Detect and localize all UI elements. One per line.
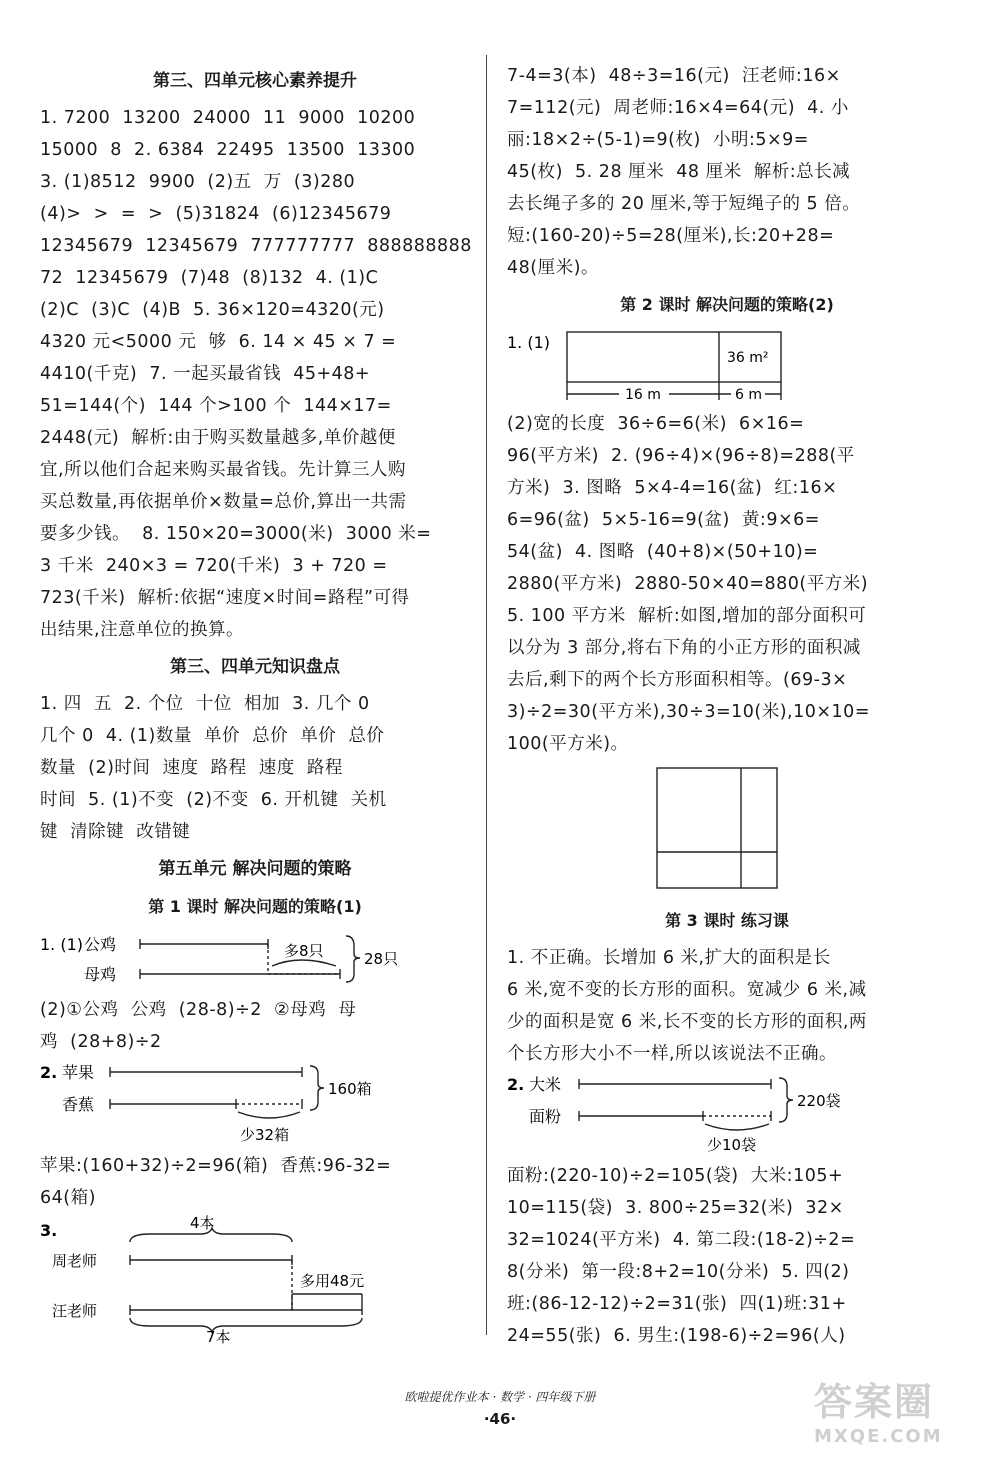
unit-title: 第五单元 解决问题的策略 [158, 859, 352, 879]
label-width2: 6 m [735, 387, 762, 403]
label-banana: 香蕉 [62, 1095, 95, 1114]
text-line: 2880(平方米) 2880-50×40=880(平方米) [507, 574, 869, 594]
text-line: 48(厘米)。 [507, 258, 599, 278]
diagram-prefix: 1. (1) [40, 935, 84, 954]
label-total: 160箱 [328, 1080, 372, 1098]
column-divider [486, 55, 487, 1335]
label-diff: 多8只 [284, 942, 324, 960]
text-line: 3. (1)8512 9900 (2)五 万 (3)280 [40, 172, 356, 192]
segment-lines [140, 936, 360, 982]
section2-body [40, 688, 470, 848]
text-line: 个长方形大小不一样,所以该说法不正确。 [507, 1044, 838, 1064]
diagram-prefix: 2. [40, 1063, 58, 1082]
segment-diagram-chickens [40, 928, 470, 990]
text-line: 12345679 12345679 777777777 888888888 [40, 236, 472, 256]
section-title: 第三、四单元知识盘点 [170, 657, 340, 677]
text-line: 宜,所以他们合起来购买最省钱。先计算三人购 [40, 460, 407, 480]
text-line: 8(分米) 第一段:8+2=10(分米) 5. 四(2) [507, 1262, 850, 1282]
text-line: 100(平方米)。 [507, 734, 629, 754]
label-area: 36 m² [727, 350, 769, 366]
label-hen: 母鸡 [84, 965, 117, 984]
text-line: 4410(千克) 7. 一起买最省钱 45+48+ [40, 364, 371, 384]
segment-diagram-fruit [40, 1058, 470, 1146]
text-line: (2)C (3)C (4)B 5. 36×120=4320(元) [40, 300, 385, 320]
answer-body [40, 994, 470, 1058]
text-line: 去长绳子多的 20 厘米,等于短绳子的 5 倍。 [507, 194, 861, 214]
text-line: 方米) 3. 图略 5×4-4=16(盆) 红:16× [507, 478, 838, 498]
segment-lines [110, 1066, 324, 1118]
lesson-title: 第 1 课时 解决问题的策略(1) [148, 897, 362, 916]
lesson3-body-2 [507, 1160, 947, 1352]
text-line: 1. 四 五 2. 个位 十位 相加 3. 几个 0 [40, 694, 370, 714]
label-rooster: 公鸡 [84, 935, 117, 954]
segment-lines [579, 1078, 793, 1130]
text-line: 2448(元) 解析:由于购买数量越多,单价越便 [40, 428, 396, 448]
text-line: 1. 7200 13200 24000 11 9000 10200 [40, 108, 416, 128]
section-title: 第三、四单元核心素养提升 [153, 71, 357, 91]
text-line: 买总数量,再依据单价×数量=总价,算出一共需 [40, 492, 407, 512]
diagram-prefix: 3. [40, 1221, 58, 1240]
label-total: 220袋 [797, 1092, 841, 1110]
segment-diagram-rice-flour [507, 1070, 947, 1156]
text-line: 3)÷2=30(平方米),30÷3=10(米),10×10= [507, 702, 870, 722]
text-line: 几个 0 4. (1)数量 单价 总价 单价 总价 [40, 726, 385, 746]
text-line: 54(盆) 4. 图略 (40+8)×(50+10)= [507, 542, 819, 562]
label-top: 4本 [190, 1214, 215, 1232]
label-diff: 少32箱 [240, 1126, 290, 1144]
lesson3-body [507, 942, 947, 1070]
diagram-prefix: 2. [507, 1075, 525, 1094]
text-line: 15000 8 2. 6384 22495 13500 13300 [40, 140, 416, 160]
square-figure [507, 760, 947, 896]
text-line: 去后,剩下的两个长方形面积相等。(69-3× [507, 670, 848, 690]
label-flour: 面粉 [529, 1107, 562, 1126]
lesson-title: 第 2 课时 解决问题的策略(2) [620, 295, 834, 314]
text-line: 键 清除键 改错键 [40, 822, 191, 842]
text-line: 3 千米 240×3 = 720(千米) 3 + 720 = [40, 556, 388, 576]
text-line: 1. 不正确。长增加 6 米,扩大的面积是长 [507, 948, 831, 968]
text-line: (2)①公鸡 公鸡 (28-8)÷2 ②母鸡 母 [40, 1000, 357, 1020]
page-number: ·46· [483, 1410, 517, 1428]
text-line: 45(枚) 5. 28 厘米 48 厘米 解析:总长减 [507, 162, 851, 182]
left-column [40, 60, 470, 1348]
section1-body [40, 102, 470, 646]
text-line: 32=1024(平方米) 4. 第二段:(18-2)÷2= [507, 1230, 856, 1250]
label-wang: 汪老师 [52, 1302, 98, 1320]
text-line: 10=115(袋) 3. 800÷25=32(米) 32× [507, 1198, 844, 1218]
label-diff: 多用48元 [300, 1272, 365, 1290]
text-line: 7=112(元) 周老师:16×4=64(元) 4. 小 [507, 98, 849, 118]
lesson2-body [507, 408, 947, 760]
label-width1: 16 m [625, 387, 661, 403]
text-line: 少的面积是宽 6 米,长不变的长方形的面积,两 [507, 1012, 867, 1032]
right-column [507, 60, 947, 1352]
text-line: (2)宽的长度 36÷6=6(米) 6×16= [507, 414, 805, 434]
text-line: 72 12345679 (7)48 (8)132 4. (1)C [40, 268, 379, 288]
text-line: 6=96(盆) 5×5-16=9(盆) 黄:9×6= [507, 510, 820, 530]
text-line: 4320 元<5000 元 够 6. 14 × 45 × 7 = [40, 332, 397, 352]
text-line: 面粉:(220-10)÷2=105(袋) 大米:105+ [507, 1166, 844, 1186]
label-rice: 大米 [529, 1075, 562, 1094]
label-apple: 苹果 [62, 1063, 95, 1082]
watermark-text: 答案圈 [814, 1380, 935, 1424]
text-line: 要多少钱。 8. 150×20=3000(米) 3000 米= [40, 524, 432, 544]
text-line: 短:(160-20)÷5=28(厘米),长:20+28= [507, 226, 835, 246]
text-line: 96(平方米) 2. (96÷4)×(96÷8)=288(平 [507, 446, 855, 466]
text-line: 723(千米) 解析:依据“速度×时间=路程”可得 [40, 588, 410, 608]
text-line: 7-4=3(本) 48÷3=16(元) 汪老师:16× [507, 66, 841, 86]
text-line: (4)> > = > (5)31824 (6)12345679 [40, 204, 392, 224]
text-line: 6 米,宽不变的长方形的面积。宽减少 6 米,减 [507, 980, 867, 1000]
text-line: 丽:18×2÷(5-1)=9(枚) 小明:5×9= [507, 130, 809, 150]
watermark [814, 1378, 984, 1463]
answer-body [40, 1150, 470, 1214]
text-line: 苹果:(160+32)÷2=96(箱) 香蕉:96-32= [40, 1156, 392, 1176]
text-line: 班:(86-12-12)÷2=31(张) 四(1)班:31+ [507, 1294, 847, 1314]
rectangle-area-diagram [507, 326, 947, 404]
segment-diagram-books [40, 1214, 470, 1344]
text-line: 时间 5. (1)不变 (2)不变 6. 开机键 关机 [40, 790, 387, 810]
book-title: 欧啦提优作业本 · 数学 · 四年级下册 [404, 1390, 596, 1404]
label-diff: 少10袋 [707, 1136, 757, 1154]
text-line: 5. 100 平方米 解析:如图,增加的部分面积可 [507, 606, 867, 626]
text-line: 出结果,注意单位的换算。 [40, 620, 245, 640]
label-total: 28只 [364, 950, 399, 968]
right-top-body [507, 60, 947, 284]
text-line: 数量 (2)时间 速度 路程 速度 路程 [40, 758, 343, 778]
text-line: 51=144(个) 144 个>100 个 144×17= [40, 396, 392, 416]
text-line: 24=55(张) 6. 男生:(198-6)÷2=96(人) [507, 1326, 846, 1346]
label-bottom: 7本 [206, 1328, 231, 1344]
diagram-prefix: 1. (1) [507, 333, 551, 352]
label-zhou: 周老师 [52, 1252, 98, 1270]
lesson-title: 第 3 课时 练习课 [665, 911, 789, 930]
watermark-url: MXQE.COM [814, 1426, 943, 1447]
text-line: 64(箱) [40, 1188, 96, 1208]
text-line: 以分为 3 部分,将右下角的小正方形的面积减 [507, 638, 861, 658]
text-line: 鸡 (28+8)÷2 [40, 1032, 162, 1052]
